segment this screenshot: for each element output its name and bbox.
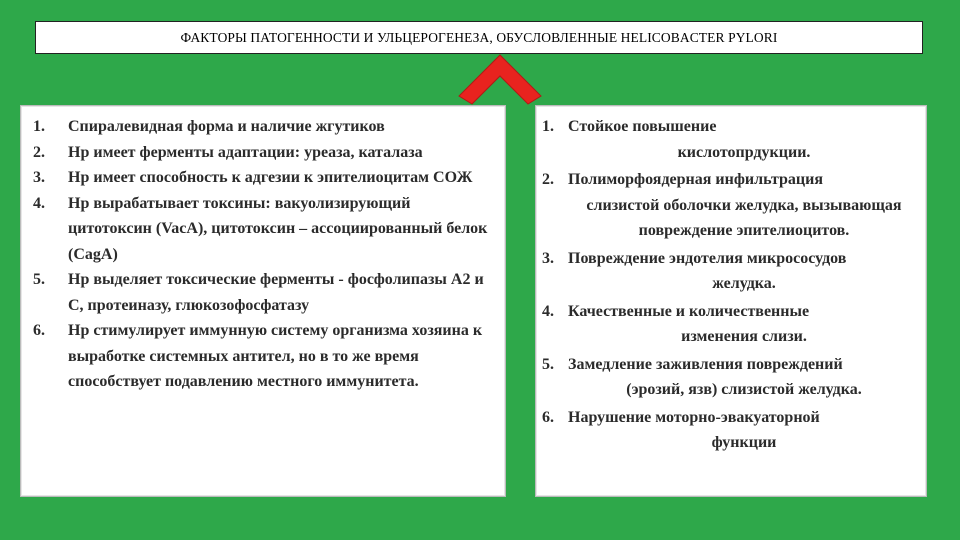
list-item [542, 352, 920, 403]
item-number: 2. [542, 171, 554, 188]
list-item [33, 140, 497, 166]
list-item [33, 191, 497, 268]
list-item [33, 114, 497, 140]
item-number: 1. [33, 118, 45, 135]
item-number: 6. [542, 408, 554, 426]
item-text-continuation: (эрозий, язв) слизистой желудка. [626, 381, 862, 398]
item-number: 1. [542, 118, 554, 135]
item-number: 3. [33, 169, 45, 186]
ulcerogenesis-factors-panel [535, 105, 927, 497]
list-item [542, 299, 920, 350]
item-text [568, 405, 920, 456]
item-number: 5. [33, 271, 45, 288]
item-text-continuation: кислотопрдукции. [677, 143, 811, 161]
item-text-continuation: функции [711, 434, 777, 451]
item-number: 5. [542, 355, 554, 373]
item-text-first-line: Качественные и количественные [568, 302, 810, 320]
double-arrow-icon [455, 52, 545, 106]
item-number: 6. [33, 322, 45, 339]
item-text-first-line: Стойкое повышение [568, 118, 717, 135]
list-item [542, 114, 920, 165]
pathogenicity-factors-list [21, 106, 505, 395]
list-item [33, 318, 497, 395]
item-text [568, 352, 920, 403]
list-item [542, 246, 920, 297]
item-text: Hp вырабатывает токсины: вакуолизирующий цитотоксин (VacA), цитотоксин – ассоциированный белок (CagA) [68, 194, 488, 263]
item-text-continuation: изменения слизи. [681, 328, 807, 345]
item-number: 4. [33, 194, 45, 212]
item-text [568, 246, 920, 297]
slide-title-text: ФАКТОРЫ ПАТОГЕННОСТИ И УЛЬЦЕРОГЕНЕЗА, ОБУСЛОВЛЕННЫЕ HELICOBACTER PYLORI [180, 29, 778, 45]
item-number: 3. [542, 249, 554, 267]
item-text-first-line: Замедление заживления повреждений [568, 355, 843, 373]
item-text-first-line: Полиморфоядерная инфильтрация [568, 171, 824, 188]
item-text: Спиралевидная форма и наличие жгутиков [68, 118, 385, 135]
list-item [33, 165, 497, 191]
item-number: 4. [542, 302, 554, 320]
pathogenicity-factors-panel [20, 105, 506, 497]
item-text-first-line: Повреждение эндотелия микрососудов [568, 249, 847, 267]
item-text-first-line: Нарушение моторно-эвакуаторной [568, 408, 820, 426]
item-text: Hp стимулирует иммунную систему организма хозяина к выработке системных антител, но в то же время способствует подавлению местного иммунитета. [68, 322, 483, 390]
item-text [568, 114, 920, 165]
item-number: 2. [33, 143, 45, 161]
list-item [542, 167, 920, 244]
list-item [33, 267, 497, 318]
item-text [568, 167, 920, 244]
slide-title [35, 21, 923, 54]
item-text: Hp выделяет токсические ферменты - фосфолипазы А2 и С, протеиназу, глюкозофосфатазу [68, 271, 484, 314]
list-item [542, 405, 920, 456]
item-text [568, 299, 920, 350]
item-text: Hp имеет ферменты адаптации: уреаза, каталаза [68, 143, 423, 161]
item-text-continuation: желудка. [712, 275, 776, 292]
item-text-continuation: слизистой оболочки желудка, вызывающая повреждение эпителиоцитов. [586, 196, 902, 239]
item-text: Hp имеет способность к адгезии к эпителиоцитам СОЖ [68, 169, 473, 186]
ulcerogenesis-factors-list [536, 106, 926, 456]
